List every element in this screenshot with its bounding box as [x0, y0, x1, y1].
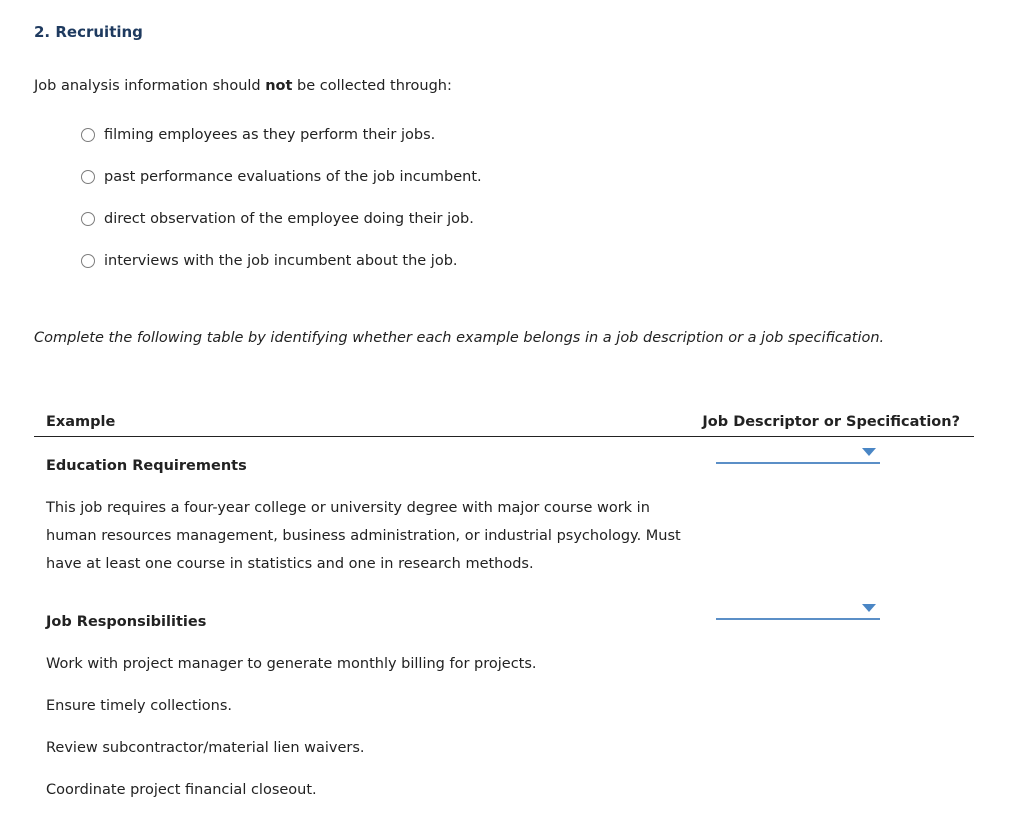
responsibility-line: Work with project manager to generate monthly billing for projects.	[46, 656, 537, 672]
column-header-example: Example	[46, 414, 116, 430]
option-label[interactable]: interviews with the job incumbent about the job.	[104, 253, 458, 269]
radio-button[interactable]	[81, 212, 95, 226]
option-direct-observation[interactable]	[81, 211, 474, 227]
row-heading-education: Education Requirements	[46, 458, 247, 474]
radio-button[interactable]	[81, 254, 95, 268]
section-title: 2. Recruiting	[34, 23, 143, 41]
row-heading-responsibilities: Job Responsibilities	[46, 614, 207, 630]
table-instruction: Complete the following table by identifying whether each example belongs in a job description or a job specification.	[34, 330, 885, 346]
option-label[interactable]: direct observation of the employee doing their job.	[104, 211, 474, 227]
chevron-down-icon[interactable]	[862, 604, 876, 612]
question-prompt	[34, 78, 452, 94]
question-emphasis: not	[265, 78, 293, 94]
option-interviews[interactable]	[81, 253, 458, 269]
column-header-type: Job Descriptor or Specification?	[702, 414, 960, 430]
option-past-performance[interactable]	[81, 169, 482, 185]
responsibility-line: Review subcontractor/material lien waivers.	[46, 740, 365, 756]
type-dropdown-responsibilities[interactable]	[716, 602, 880, 620]
type-dropdown-education[interactable]	[716, 446, 880, 464]
header-divider	[34, 436, 974, 437]
option-filming[interactable]	[81, 127, 435, 143]
radio-button[interactable]	[81, 170, 95, 184]
option-label[interactable]: past performance evaluations of the job incumbent.	[104, 169, 482, 185]
question-prefix: Job analysis information should	[34, 78, 266, 94]
responsibility-line: Coordinate project financial closeout.	[46, 782, 317, 798]
radio-button[interactable]	[81, 128, 95, 142]
option-label[interactable]: filming employees as they perform their jobs.	[104, 127, 436, 143]
row-text-education: This job requires a four-year college or university degree with major course work in human resources management, business administration, or industrial psychology. Must have at least one course in statistics and one in research methods.	[46, 500, 681, 572]
question-suffix: be collected through:	[292, 78, 452, 94]
chevron-down-icon[interactable]	[862, 448, 876, 456]
responsibility-line: Ensure timely collections.	[46, 698, 232, 714]
